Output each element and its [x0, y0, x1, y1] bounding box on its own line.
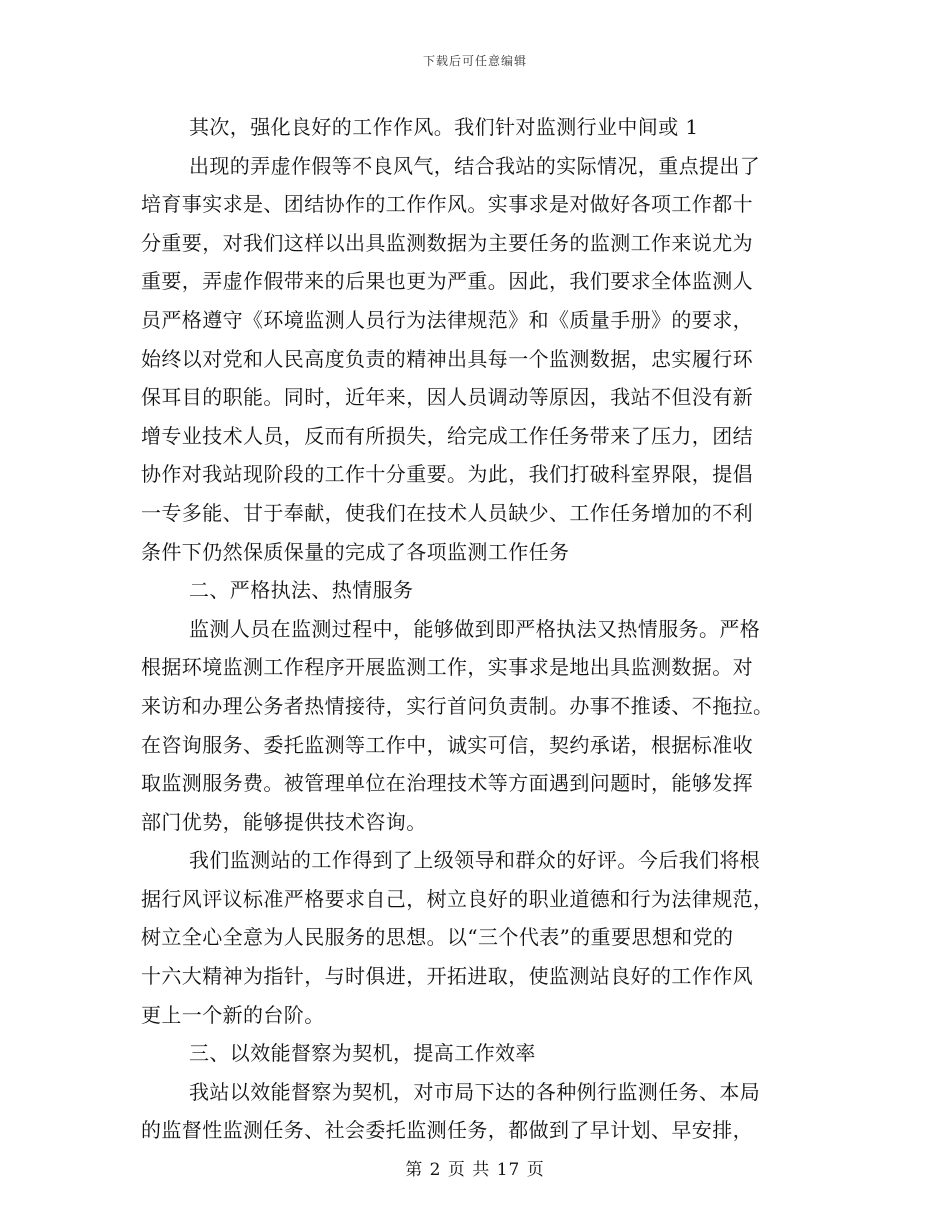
text-line: 出现的弄虚作假等不良风气，结合我站的实际情况，重点提出了 [189, 153, 761, 178]
text-line: 部门优势，能够提供技术咨询。 [141, 809, 427, 834]
text-line: 在咨询服务、委托监测等工作中，诚实可信，契约承诺，根据标准收 [141, 732, 753, 757]
text-line: 增专业技术人员，反而有所损失，给完成工作任务带来了压力，团结 [141, 423, 753, 448]
text-line: 的监督性监测任务、社会委托监测任务，都做到了早计划、早安排， [141, 1118, 753, 1143]
text-line: 我们监测站的工作得到了上级领导和群众的好评。今后我们将根 [189, 848, 761, 873]
text-line: 根据环境监测工作程序开展监测工作，实事求是地出具监测数据。对 [141, 655, 753, 680]
text-line: 更上一个新的台阶。 [141, 1002, 325, 1027]
text-line: 保耳目的职能。同时，近年来，因人员调动等原因，我站不但没有新 [141, 385, 753, 410]
page-footer: 第 2 页 共 17 页 [405, 1160, 545, 1180]
text-line: 我站以效能督察为契机，对市局下达的各种例行监测任务、本局 [189, 1079, 761, 1104]
document-body [141, 108, 811, 1150]
text-line: 三、以效能督察为契机，提高工作效率 [189, 1041, 536, 1066]
text-line: 员严格遵守《环境监测人员行为法律规范》和《质量手册》的要求， [141, 307, 753, 332]
text-line: 二、严格执法、热情服务 [189, 578, 414, 603]
text-line: 条件下仍然保质保量的完成了各项监测工作任务 [141, 539, 570, 564]
text-line: 协作对我站现阶段的工作十分重要。为此，我们打破科室界限，提倡 [141, 462, 753, 487]
text-line: 十六大精神为指针，与时俱进，开拓进取，使监测站良好的工作作风 [141, 964, 753, 989]
text-line: 培育事实求是、团结协作的工作作风。实事求是对做好各项工作都十 [141, 192, 753, 217]
text-line: 树立全心全意为人民服务的思想。以“三个代表”的重要思想和党的 [141, 925, 734, 950]
text-line: 分重要，对我们这样以出具监测数据为主要任务的监测工作来说尤为 [141, 230, 753, 255]
text-line: 来访和办理公务者热情接待，实行首问负责制。办事不推诿、不拖拉。 [141, 693, 774, 718]
text-line: 取监测服务费。被管理单位在治理技术等方面遇到问题时，能够发挥 [141, 771, 753, 796]
text-line: 据行风评议标准严格要求自己，树立良好的职业道德和行为法律规范， [141, 886, 774, 911]
text-line: 监测人员在监测过程中，能够做到即严格执法又热情服务。严格 [189, 616, 761, 641]
text-line: 一专多能、甘于奉献，使我们在技术人员缺少、工作任务增加的不利 [141, 500, 753, 525]
text-line: 重要，弄虚作假带来的后果也更为严重。因此，我们要求全体监测人 [141, 269, 753, 294]
text-line: 始终以对党和人民高度负责的精神出具每一个监测数据，忠实履行环 [141, 346, 753, 371]
page-header: 下载后可任意编辑 [422, 54, 527, 68]
text-line: 其次，强化良好的工作作风。我们针对监测行业中间或 1 [189, 115, 699, 139]
